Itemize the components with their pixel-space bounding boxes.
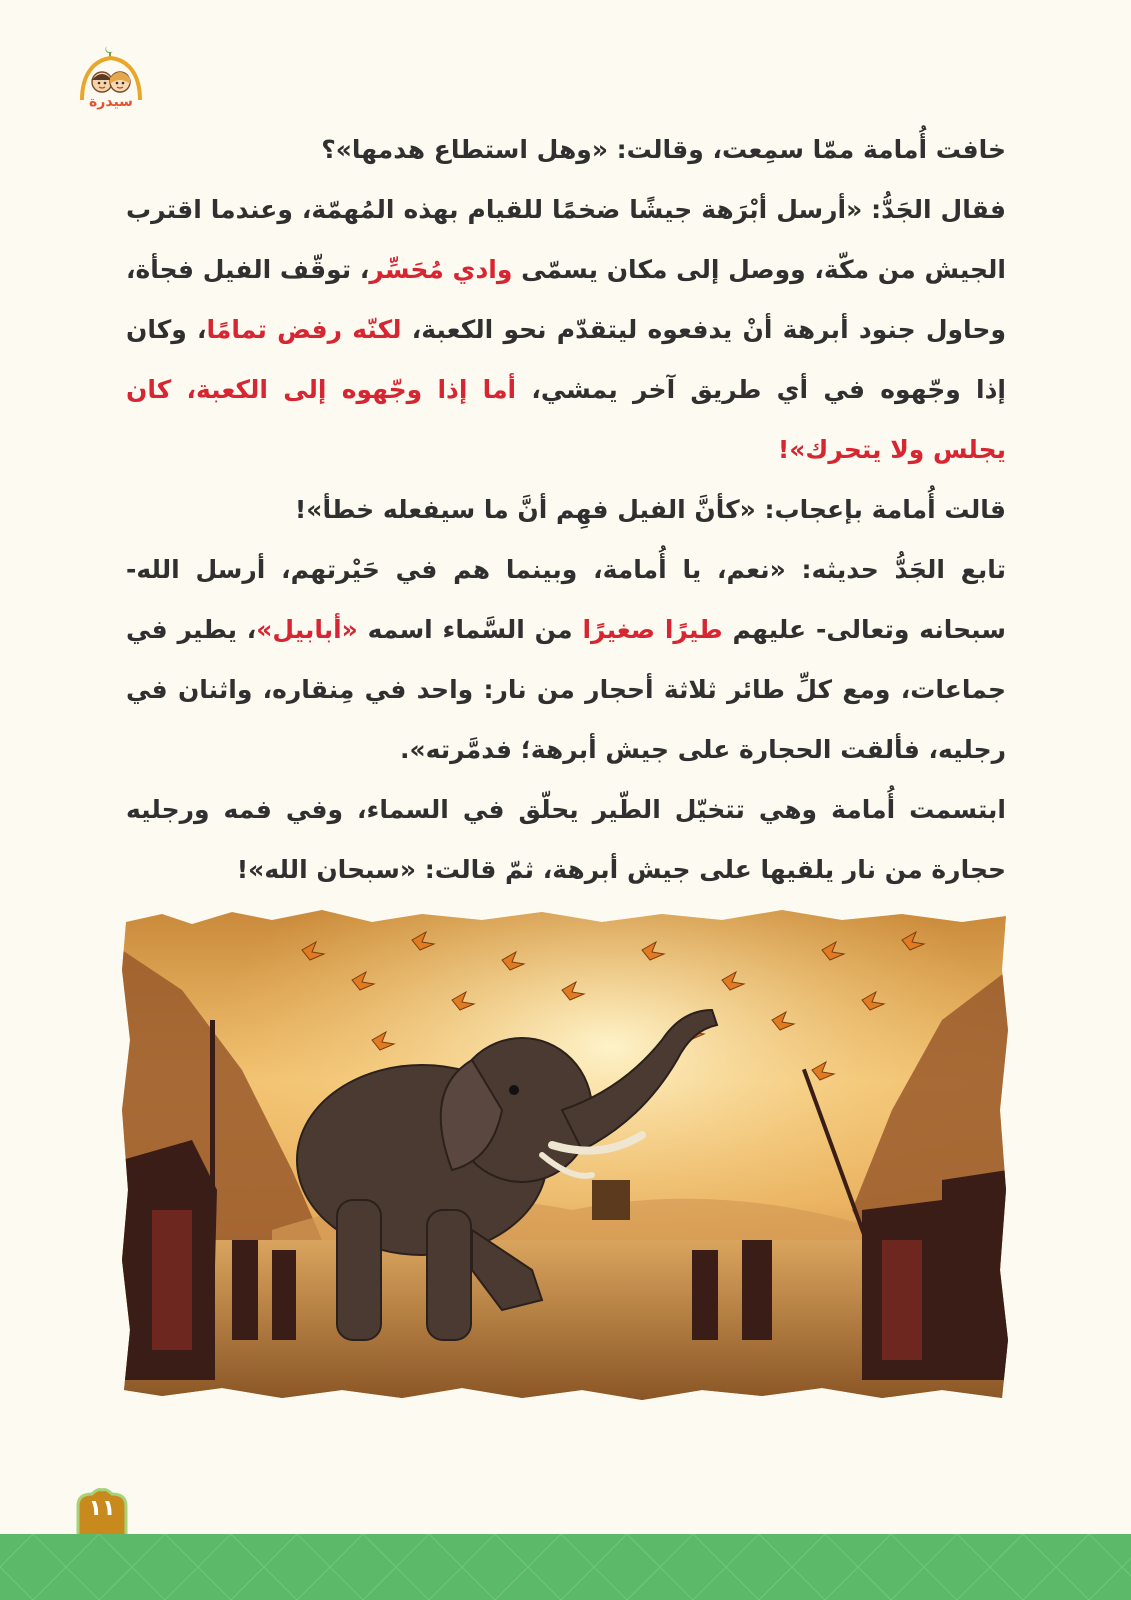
story-paragraph: [126, 540, 1006, 780]
highlighted-text: وادي مُحَسِّر: [369, 255, 513, 284]
elephant-illustration: [122, 910, 1008, 1400]
publisher-logo: [76, 44, 146, 116]
paragraph-text: قالت أُمامة بإعجاب: «كأنَّ الفيل فهِم أنَّ ما سيفعله خطأ»!: [294, 495, 1006, 524]
highlighted-text: أما إذا وجّهوه إلى الكعبة، كان يجلس ولا يتحرك»!: [126, 375, 1006, 464]
story-paragraph: [126, 120, 1006, 180]
highlighted-text: «أبابيل»: [256, 615, 358, 644]
paragraph-text: تابع الجَدُّ حديثه: «نعم، يا أُمامة، وبينما هم في حَيْرتهم، أرسل الله- سبحانه وتعالى- عليهم: [126, 555, 1006, 644]
paragraph-text: من السَّماء اسمه: [357, 615, 583, 644]
paragraph-text: ، وكان إذا وجّهوه في أي طريق آخر يمشي،: [126, 315, 1006, 404]
logo-text: سيدرة: [89, 94, 133, 110]
story-paragraph: [126, 180, 1006, 480]
footer-band: [0, 1534, 1131, 1600]
page-number: ١١: [88, 1496, 116, 1521]
highlighted-text: لكنّه رفض تمامًا: [206, 315, 402, 344]
story-text: [126, 120, 1006, 900]
paragraph-text: فقال الجَدُّ: «أرسل أبْرَهة جيشًا ضخمًا للقيام بهذه المُهمّة، وعندما اقترب الجيش من مكّة، ووصل إلى مكان يسمّى: [126, 195, 1006, 284]
highlighted-text: طيرًا صغيرًا: [582, 615, 723, 644]
paragraph-text: ابتسمت أُمامة وهي تتخيّل الطّير يحلّق في السماء، وفي فمه ورجليه حجارة من نار يلقيها على جيش أبرهة، ثمّ قالت: «سبحان الله»!: [126, 795, 1006, 884]
paragraph-text: ، توقّف الفيل فجأة، وحاول جنود أبرهة أنْ يدفعوه ليتقدّم نحو الكعبة،: [126, 255, 1006, 344]
story-paragraph: [126, 780, 1006, 900]
paragraph-text: ، يطير في جماعات، ومع كلِّ طائر ثلاثة أحجار من نار: واحد في مِنقاره، واثنان في رجليه، فألقت الحجارة على جيش أبرهة؛ فدمَّرته».: [126, 615, 1006, 764]
story-paragraph: [126, 480, 1006, 540]
paragraph-text: خافت أُمامة ممّا سمِعت، وقالت: «وهل استطاع هدمها»؟: [321, 135, 1006, 164]
